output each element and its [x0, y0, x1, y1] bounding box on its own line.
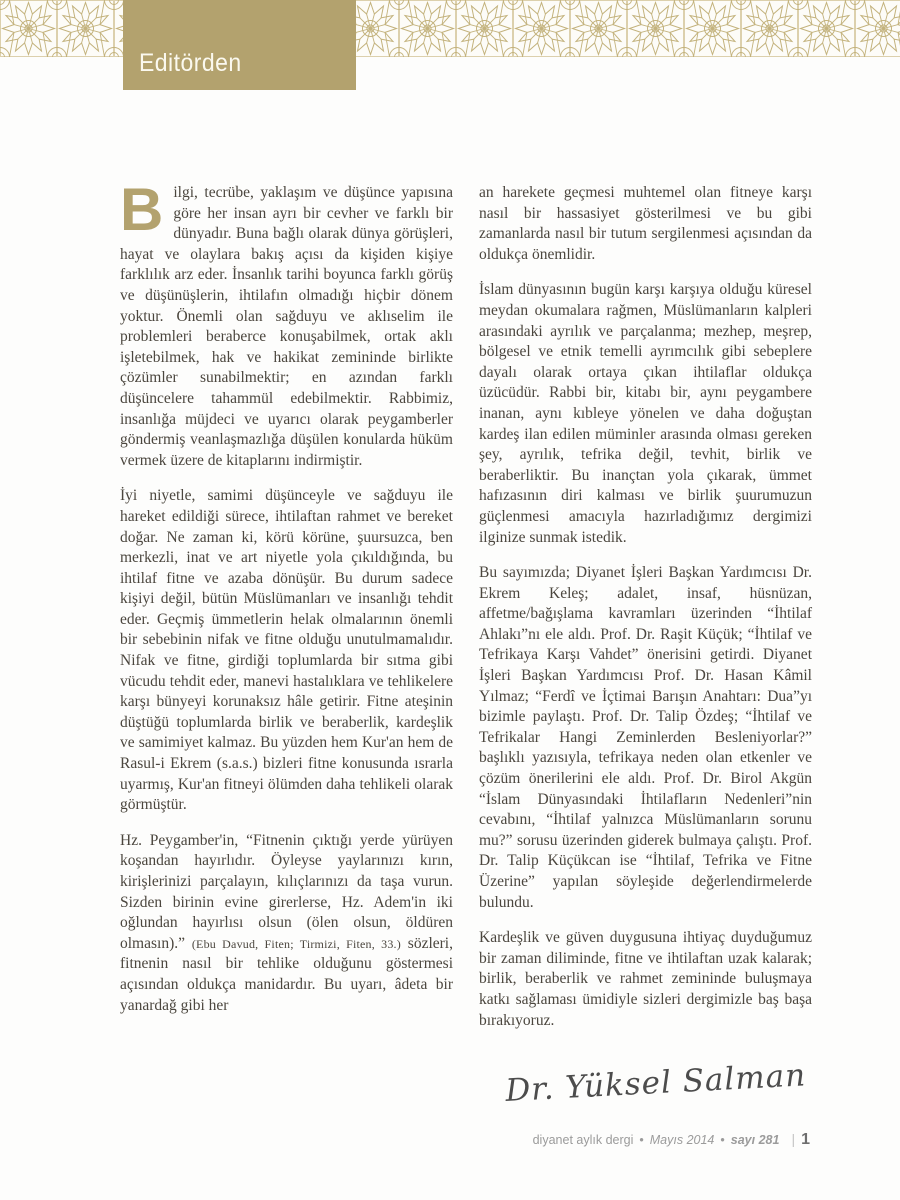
section-title-box [123, 0, 356, 90]
paragraph [479, 183, 812, 265]
paragraph [120, 176, 453, 471]
paragraph-text: Hz. Peygamber'in, “Fitnenin çıktığı yerde yürüyen koşandan hayırlıdır. Öyleyse yaylarınızı kırın, kirişlerinizi parçalayın, kılıçlarınızı da taşa vurun. Sizden birinin evine girerlerse, Hz. Adem'in iki oğlundan hayırlısı olsun (ölen olsun, öldüren olmasın).” [120, 831, 453, 952]
footer-separator: • [720, 1133, 725, 1147]
page-footer [533, 1131, 810, 1149]
editorial-body [120, 176, 812, 1110]
paragraph-text: ilgi, tecrübe, yaklaşım ve düşünce yapısına göre her insan ayrı bir cevher ve farklı bir dünyadır. Buna bağlı olarak dünya görüşleri, hayat ve olaylara bakış açısı da kişiden kişiye farklılık arz eder. İnsanlık tarihi boyunca farklı görüş ve düşünüşlerin, ihtilafın olmadığı hiçbir dönem yoktur. Önemli olan sağduyu ve aklıselim ile problemleri beraberce konuşabilmek, ortak aklı işletebilmek, hak ve hakikat zemininde birlikte çözümler sunabilmektir; en azından farklı düşüncelere tahammül edebilmektir. Rabbimiz, insanlığa müjdeci ve uyarıcı olarak peygamberler göndermiş veanlaşmazlığa düşülen konularda hüküm vermek üzere de kitaplarını indirmiştir. [120, 184, 453, 469]
page-number: 1 [801, 1131, 810, 1148]
paragraph [479, 928, 812, 1031]
paragraph-text: Bu sayımızda; Diyanet İşleri Başkan Yardımcısı Dr. Ekrem Keleş; adalet, insaf, hüsnüzan, affetme/bağışlama kavramları üzerinden “İhtilaf Ahlakı”nı ele aldı. Prof. Dr. Raşit Küçük; “İhtilaf ve Tefrikaya Karşı Vahdet” önerisini getirdi. Diyanet İşleri Başkan Yardımcısı Prof. Dr. Hasan Kâmil Yılmaz; “Ferdî ve İçtimai Barışın Anahtarı: Dua”yı bizimle paylaştı. Prof. Dr. Talip Özdeş; “İhtilaf ve Tefrikalar Hangi Zeminlerden Besleniyorlar?” başlıklı yazısıyla, tefrikaya neden olan etkenler ve çözüm önerilerini ele aldı. Prof. Dr. Birol Akgün “İslam Dünyasındaki İhtilafların Nedenleri”nin cevabını, “İhtilaf yalnızca Müslümanların sorunu mu?” sorusu üzerinden giderek bulmaya çalıştı. Prof. Dr. Talip Küçükcan ise “İhtilaf, Tefrika ve Fitne Üzerine” yapılan söyleşide değerlendirmelerde bulundu. [479, 564, 812, 911]
paragraph [120, 486, 453, 816]
paragraph-text: İslam dünyasının bugün karşı karşıya olduğu küresel meydan okumalara rağmen, Müslümanların kalpleri arasındaki ayrılık ve parçalanma; mezhep, meşrep, bölgesel ve etnik temelli ayrımcılık gibi sebeplere dayalı olarak ortaya çıkan ihtilaflar oldukça üzücüdür. Rabbi bir, kitabı bir, aynı peygambere inanan, aynı kıbleye yönelen ve daha doğuştan kardeş ilan edilen müminler arasında olması gereken şey, ayrılık, tefrika değil, tevhit, birlik ve beraberliktir. Bu inançtan yola çıkarak, ümmet hafızasının diri kalması ve birlik şuurumuzun güçlenmesi amacıyla hazırladığımız dergimizi ilginize sunmak istedik. [479, 281, 812, 546]
page-title: Editörden [139, 49, 242, 77]
paragraph-text: an harekete geçmesi muhtemel olan fitneye karşı nasıl bir hassasiyet gösterilmesi ve bu gibi zamanlarda nasıl bir tutum sergilenmesi açısından da oldukça önemlidir. [479, 184, 812, 263]
issue-number: sayı 281 [730, 1133, 780, 1147]
editor-signature: Dr. Yüksel Salman [504, 1057, 807, 1110]
issue-date: Mayıs 2014 [649, 1133, 715, 1147]
paragraph-text: İyi niyetle, samimi düşünceyle ve sağduyu ile hareket edildiği sürece, ihtilaftan rahmet ve bereket doğar. Ne zaman ki, körü körüne, şuursuzca, ben merkezli, inat ve art niyetle yola çıkıldığında, bu ihtilaf fitne ve azaba dönüşür. Bu durum sadece kişiyi değil, bütün Müslümanları ve insanlığı tehdit eder. Geçmiş ümmetlerin helak olmalarının önemli bir sebebinin nifak ve fitne olduğu unutulmamalıdır. Nifak ve fitne, girdiği toplumlarda bir sıtma gibi vücudu tehdit eder, manevi hastalıklara ve tehlikelere karşı bünyeyi korunaksız hâle getirir. Fitne ateşinin düştüğü toplumlarda birlik ve beraberlik, kardeşlik ve samimiyet kalmaz. Bu yüzden hem Kur'an hem de Rasul-i Ekrem (s.a.s.) bizleri fitne konusunda ısrarla uyarmış, Kur'an fitneyi ölümden daha tehlikeli olarak görmüştür. [120, 487, 453, 814]
paragraph [479, 280, 812, 548]
hadith-citation: (Ebu Davud, Fiten; Tirmizi, Fiten, 33.) [191, 936, 401, 951]
paragraph-text: sözleri, fitnenin nasıl bir tehlike olduğunu göstermesi açısından oldukça manidardır. Bu uyarı, âdeta bir yanardağ gibi her [120, 934, 453, 1014]
footer-separator: • [639, 1133, 644, 1147]
magazine-name: diyanet aylık dergi [532, 1133, 634, 1147]
column-left [120, 176, 453, 1093]
column-right [479, 183, 812, 1110]
paragraph [479, 563, 812, 913]
paragraph [120, 831, 453, 1016]
footer-bar: | [791, 1131, 796, 1147]
dropcap-letter: B [120, 176, 164, 243]
paragraph-text: Kardeşlik ve güven duygusuna ihtiyaç duyduğumuz bir zaman diliminde, fitne ve ihtilaftan uzak kalarak; birlik, beraberlik ve rahmet zemininde buluşmaya katkı sağlaması ümidiyle sizleri dergimizle baş başa bırakıyoruz. [479, 929, 812, 1029]
